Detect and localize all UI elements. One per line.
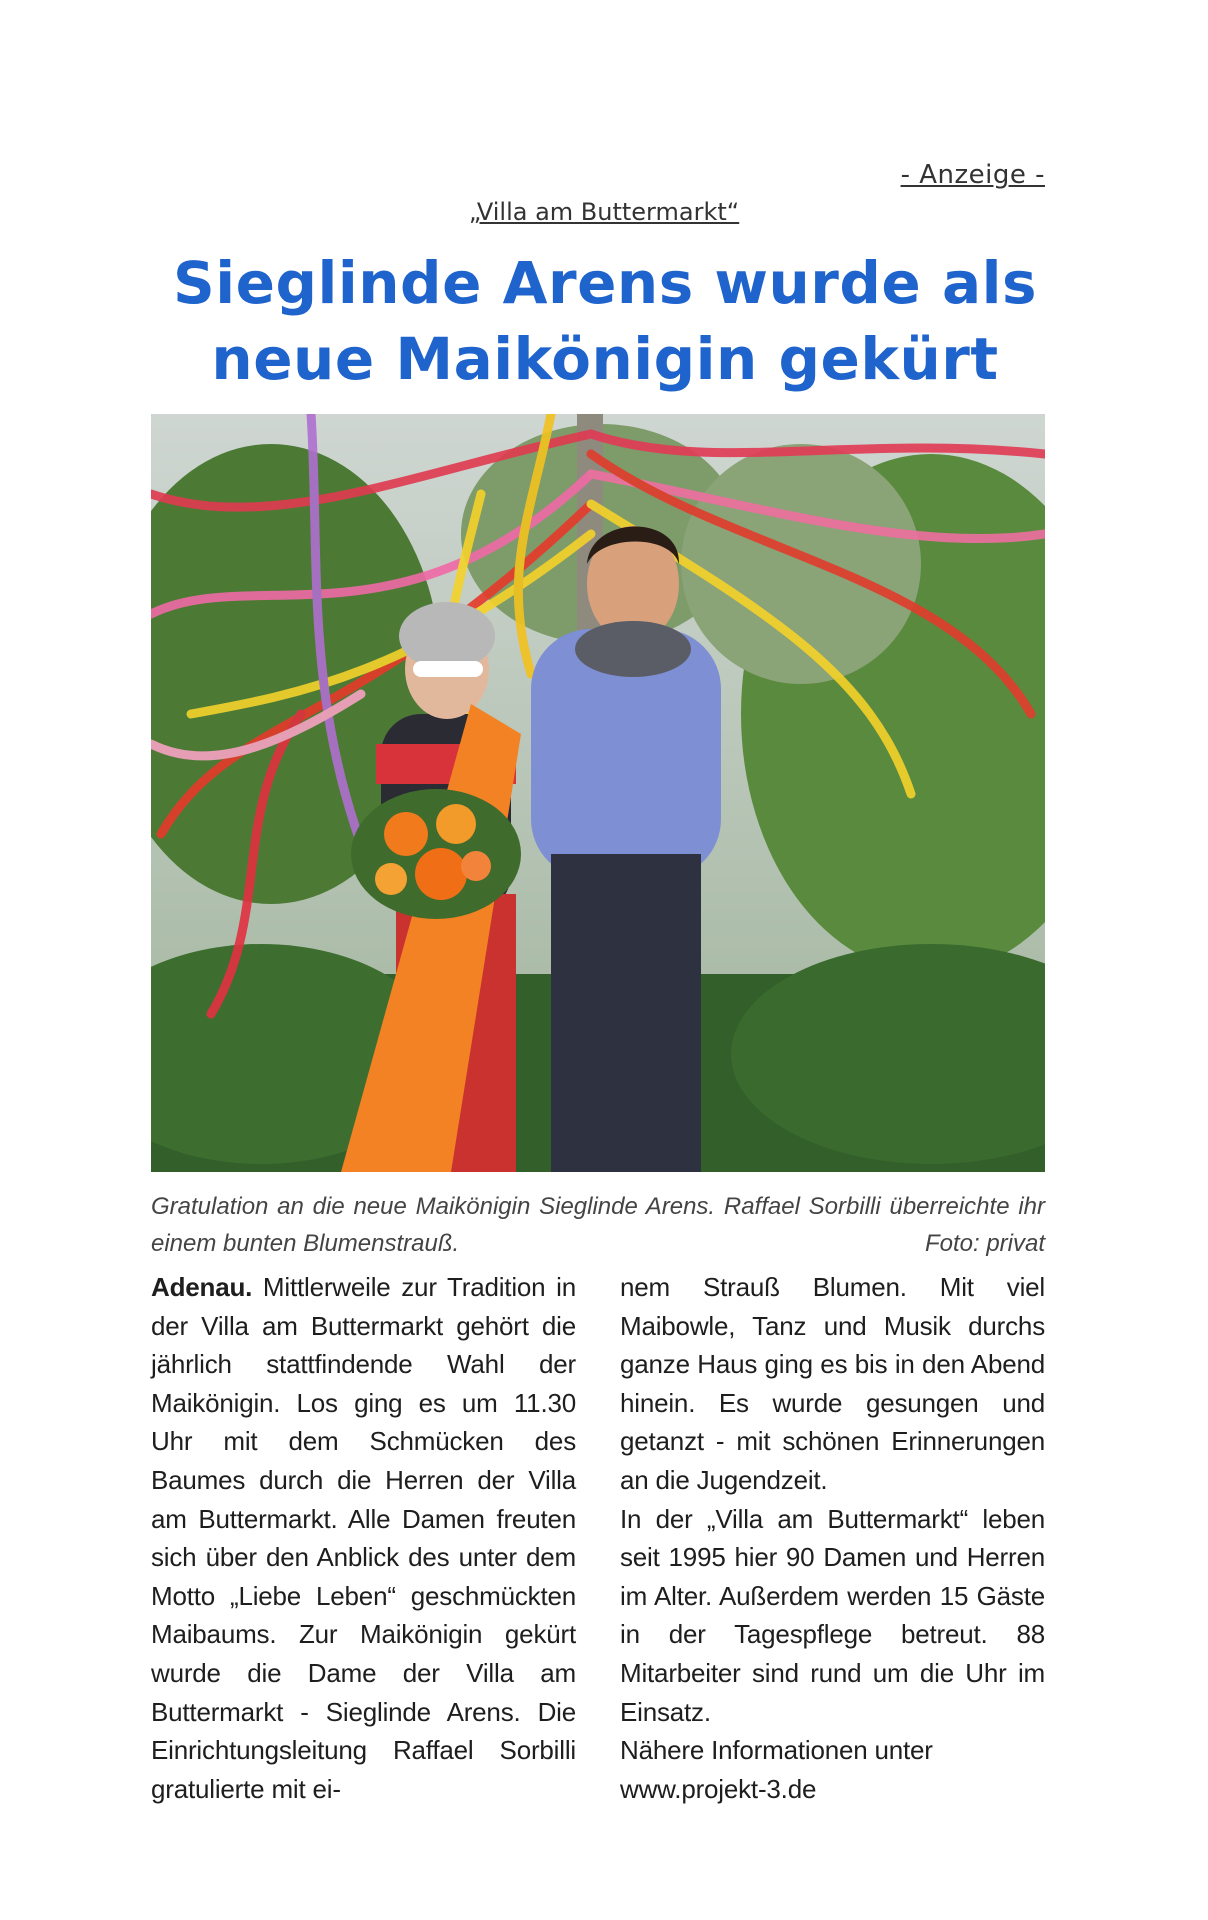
article-paragraph: Nähere Informationen unter (620, 1735, 933, 1766)
article-body (151, 1268, 1045, 1828)
article-column-2 (620, 1268, 1045, 1808)
caption-text: Gratulation an die neue Maikönigin Sieglinde Arens. Raffael Sorbilli überreichte ihr einem bunten Blumenstrauß. (151, 1193, 1045, 1257)
headline-line-2: neue Maikönigin gekürt (211, 325, 999, 393)
article-text: Mittlerweile zur Tradition in der Villa am Buttermarkt gehört die jährlich stattfindende Wahl der Maikönigin. Los ging es um 11.30 Uhr mit dem Schmücken des Baumes durch die Herren der Villa am Buttermarkt. Alle Damen freuten sich über den Anblick des unter dem Motto „Liebe Leben“ geschmückten Maibaums. Zur Maikönigin gekürt wurde die Dame der Villa am Buttermarkt - Sieglinde Arens. Die Einrichtungsleitung Raffael Sorbilli gratulierte mit ei- (151, 1272, 576, 1804)
article-paragraph: nem Strauß Blumen. Mit viel Maibowle, Tanz und Musik durchs ganze Haus ging es bis in den Abend hinein. Es wurde gesungen und getanzt - mit schönen Erinnerungen an die Jugendzeit. (620, 1272, 1045, 1495)
photo-icon (151, 414, 1045, 1172)
article-paragraph (151, 1268, 576, 1808)
article-url: www.projekt-3.de (620, 1773, 817, 1804)
photo-credit: Foto: privat (924, 1230, 1045, 1257)
article-column-1 (151, 1268, 576, 1808)
article-dateline: Adenau. (151, 1272, 253, 1302)
ad-label: - Anzeige - (900, 160, 1045, 190)
headline-line-1: Sieglinde Arens wurde als (172, 249, 1037, 317)
photo-caption (151, 1188, 1045, 1262)
kicker (0, 198, 1208, 226)
article-paragraph: In der „Villa am Buttermarkt“ leben seit 1995 hier 90 Damen und Herren im Alter. Außerdem werden 15 Gäste in der Tagespflege betreut. 88 Mitarbeiter sind rund um die Uhr im Einsatz. (620, 1503, 1045, 1727)
kicker-text: „Villa am Buttermarkt“ (468, 198, 740, 226)
article-photo (151, 414, 1045, 1172)
headline (150, 245, 1060, 397)
